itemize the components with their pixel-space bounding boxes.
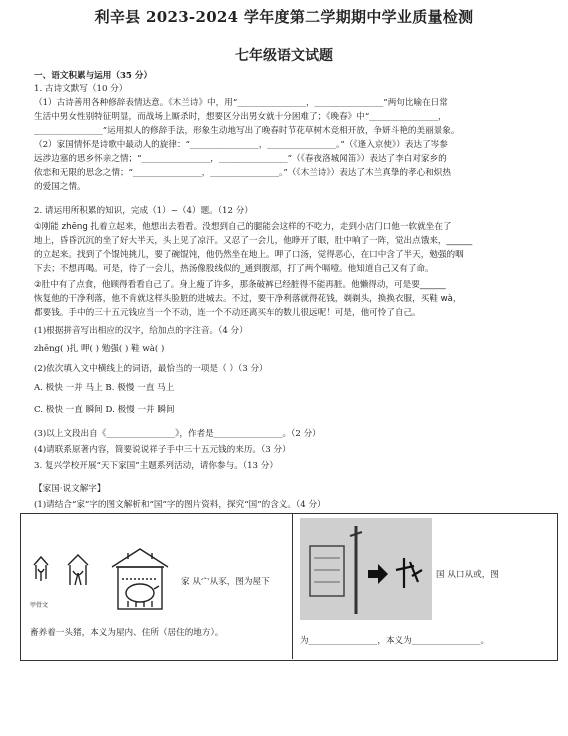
q1-1-line-a: （1）古诗善用各种修辞表情达意。《木兰诗》中，用“________________，________________”两句比喻在日常 xyxy=(34,98,448,108)
q3-1-prompt: (1)请结合“家”字的图文解析和“国”字的图片资料，探究“国”的含义。（4 分） xyxy=(34,500,326,510)
guo-explain-b: 为________________，本义为________________。 xyxy=(300,636,490,646)
exam-subtitle: 七年级语文试题 xyxy=(235,48,333,64)
q2-passage2-b: 恢复他的干净利落，他不肯就这样头脸脏的进城去。不过，要干净利落就得花钱，剃剃头，换换衣服，买鞋 wà， xyxy=(34,294,462,304)
q1-2-line-d: 的爱国之情。 xyxy=(34,182,86,192)
q2-passage2-a: ②肚中有了点食，他顾得看看自己了。身上瘦了许多，那条破裤已经脏得不能再脏。他懒得动，可是要______ xyxy=(34,280,446,290)
q1-1-line-c: ________________”运用拟人的修辞手法，形象生动地写出了晚春时节花草树木竞相开放，争妍斗艳的美丽景象。 xyxy=(34,126,460,136)
q2-heading: 2. 请运用所积累的知识，完成（1）~（4）题。（12 分） xyxy=(34,206,253,216)
q2-4-prompt: (4)请联系原著内容，简要说说祥子手中三十五元钱的来历。（3 分） xyxy=(34,445,291,455)
q2-1-blanks: zhēng( )扎 呷( ) 勉强( ) 鞋 wà( ) xyxy=(34,344,165,354)
q2-2-prompt: (2)依次填入文中横线上的词语，最恰当的一项是（ ）（3 分） xyxy=(34,364,268,374)
q1-2-line-c: 依恋和无限的思念之情；“________________，________________。”（《木兰诗》）表达了木兰真挚的孝心和炽热 xyxy=(34,168,451,178)
guo-explain-a: 国 从口从或，图 xyxy=(436,570,499,580)
q2-passage2-c: 都要钱。手中的三十五元钱应当一个不动，连一个不动还离买车的数儿很远呢！可是，他可怜了自己。 xyxy=(34,308,421,318)
q3-tag: 【家国·说文解字】 xyxy=(34,484,106,494)
q2-passage1-b: 地上，昏昏沉沉的坐了好大半天，头上见了凉汗。又忍了一会儿，他睁开了眼，肚中响了一阵，觉出点饿来，______ xyxy=(34,236,473,246)
q2-2-options-ab: A. 极快 一并 马上 B. 极慢 一直 马上 xyxy=(34,383,175,393)
q2-2-options-cd: C. 极快 一直 瞬间 D. 极慢 一并 瞬间 xyxy=(34,405,175,415)
jia-explain-a: 家 从宀从豕，图为屋下 xyxy=(181,577,270,587)
q1-2-line-b: 远涉边塞的思乡怀亲之情；“________________，________________”（《春夜洛城闻笛》）表达了李白对家乡的 xyxy=(34,154,447,164)
q1-2-line-a: （2）家国情怀是诗歌中最动人的旋律：“________________，________________。”（《逢入京使》）表达了岑参 xyxy=(34,140,448,150)
q1-1-line-b: 生活中男女性别特征明显，而战场上厮杀时，想要区分出男女就十分困难了；《晚春》中“________________， xyxy=(34,112,447,122)
q2-1-prompt: (1)根据拼音写出相应的汉字，给加点的字注音。（4 分） xyxy=(34,326,248,336)
q2-passage1-d: 下去；不想再喝。可是，待了一会儿，热汤像股线似的_通到腹部，打了两个嗝噎。他知道自己又有了命。 xyxy=(34,264,434,274)
jia-glyph-drawings xyxy=(28,545,188,615)
figure-divider xyxy=(292,513,293,659)
q2-passage1-a: ①刚能 zhēng 扎着立起来，他想出去看看。没想到自己的腿能会这样的不吃力，走到小店门口他一软就坐在了 xyxy=(34,222,452,232)
guo-artifact-photo xyxy=(300,518,432,620)
q1-heading: 1. 古诗文默写（10 分） xyxy=(34,84,128,94)
q2-passage1-c: 的立起来。找到了个馄饨挑儿，要了碗馄饨，他仍然坐在地上。呷了口汤，觉得恶心，在口中含了半天，勉强的咽 xyxy=(34,250,464,260)
section-heading: 一、语文积累与运用（35 分） xyxy=(34,71,153,81)
q3-prompt: 3. 复兴学校开展“天下家国”主题系列活动，请你参与。（13 分） xyxy=(34,461,278,471)
exam-title: 利辛县 2023-2024 学年度第二学期期中学业质量检测 xyxy=(94,8,474,26)
jia-explain-b: 畜养着一头猪，本义为屋内、住所（居住的地方）。 xyxy=(30,628,224,638)
q2-3-prompt: (3)以上文段出自《________________》，作者是________________。（2 分） xyxy=(34,429,321,439)
oracle-bone-label: 甲骨文 xyxy=(30,602,49,609)
